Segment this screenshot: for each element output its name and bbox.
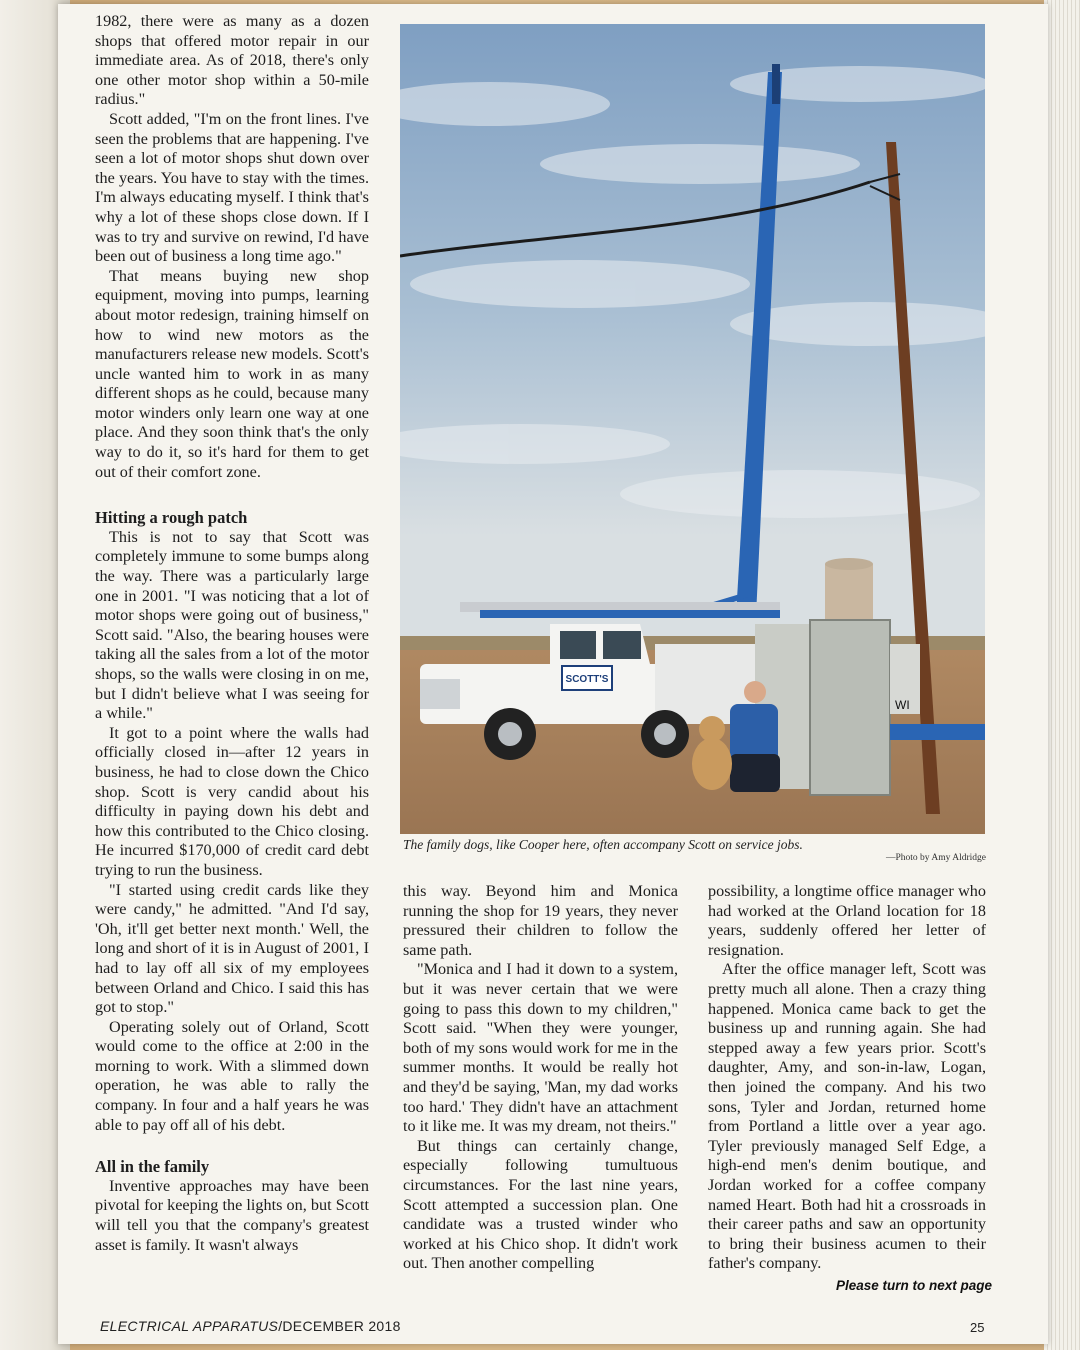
photo-illustration <box>400 24 985 834</box>
panel-label: WI <box>895 698 910 712</box>
page-footer <box>100 1318 401 1334</box>
paragraph: possibility, a longtime office manager who had worked at the Orland location for 18 years, suddenly offered her letter of resignation. <box>708 882 986 959</box>
article-photo <box>400 24 985 834</box>
issue-date: /DECEMBER 2018 <box>278 1318 401 1334</box>
paragraph: this way. Beyond him and Monica running the shop for 19 years, they never pressured their children to follow the same path. <box>403 882 678 959</box>
photo-caption: The family dogs, like Cooper here, often accompany Scott on service jobs. <box>403 837 803 852</box>
paragraph: This is not to say that Scott was completely immune to some bumps along the way. There was a particularly large one in 2001. "I was noticing that a lot of motor shops were going out of business," Scott said. "Also, the bearing houses were taking all the sales from a lot of the motor shops, so the walls were closing in on me, but I didn't believe what I was seeing for a while." <box>95 527 369 723</box>
paragraph: But things can certainly change, especially following tumultuous circumstances. For the last nine years, Scott attempted a succession plan. One candidate was a trusted winder who worked at his Chico shop. It didn't work out. Then another compelling <box>403 1136 678 1273</box>
section-heading: All in the family <box>95 1157 210 1177</box>
publication-name: ELECTRICAL APPARATUS <box>100 1318 279 1334</box>
article-column-2 <box>403 882 678 1274</box>
article-column-3 <box>708 882 986 1274</box>
paragraph: After the office manager left, Scott was pretty much all alone. Then a crazy thing happened. Monica came back to get the business up and running again. She had stepped away a few years prior. Scott's daughter, Amy, and son-in-law, Logan, then joined the company. And his two sons, Tyler and Jordan, returned home from Portland a little over a year ago. Tyler previously managed Self Edge, a high-end men's denim boutique, and Jordan worked for a coffee company named Heart. Both had hit a crossroads in their career paths and saw an opportunity to bring their business acumen to their father's company. <box>708 960 986 1273</box>
section-heading: Hitting a rough patch <box>95 508 248 528</box>
continued-note: Please turn to next page <box>835 1278 992 1293</box>
page-stack-edge <box>1044 0 1080 1350</box>
photo-credit: —Photo by Amy Aldridge <box>885 853 986 863</box>
paragraph: That means buying new shop equipment, moving into pumps, learning about motor redesign, training himself on how to wind new motors as the manufacturers release new models. Scott's uncle wanted him to work in as many different shops as he could, because many motor winders only learn one way at one place. And they soon think that's the only way to do it, so it's hard for them to get out of their comfort zone. <box>95 266 369 481</box>
article-column-1 <box>95 12 369 1255</box>
paragraph: Inventive approaches may have been pivotal for keeping the lights on, but Scott will tell you that the company's greatest asset is family. It wasn't always <box>95 1176 369 1254</box>
paragraph: "Monica and I had it down to a system, but it was never certain that we were going to pass this down to my children," Scott said. "When they were younger, both of my sons would work for me in the summer months. It would be really hot and they'd be saying, 'Man, my dad works too hard.' They didn't have an attachment to it like me. It was my dream, not theirs." <box>403 960 678 1136</box>
paragraph: It got to a point where the walls had officially closed in—after 12 years in business, he had to close down the Chico shop. Scott is very candid about his difficulty in paying down his debt and how this contributed to the Chico closing. He incurred $170,000 of credit card debt trying to run the business. <box>95 723 369 879</box>
paragraph: Operating solely out of Orland, Scott would come to the office at 2:00 in the morning to work. With a slimmed down operation, he was able to rally the company. In four and a half years he was able to pay off all of his debt. <box>95 1017 369 1134</box>
truck-logo-text: SCOTT'S <box>565 674 609 685</box>
page-number: 25 <box>970 1320 985 1335</box>
paragraph: 1982, there were as many as a dozen shops that offered motor repair in our immediate area. As of 2018, there's only one other motor shop within a 50-mile radius." <box>95 12 369 109</box>
paragraph: "I started using credit cards like they were candy," he admitted. "And I'd say, 'Oh, it'll get better next month.' Well, the long and short of it is in August of 2001, I had to lay off all six of my employees between Orland and Chico. I said this has got to stop." <box>95 880 369 1017</box>
paragraph: Scott added, "I'm on the front lines. I've seen the problems that are happening. I've seen a lot of motor shops shut down over the years. You have to stay with the times. I'm always educating myself. I think that's why a lot of these shops close down. If I was to try and survive on rewind, I'd have been out of business a long time ago." <box>95 109 369 266</box>
